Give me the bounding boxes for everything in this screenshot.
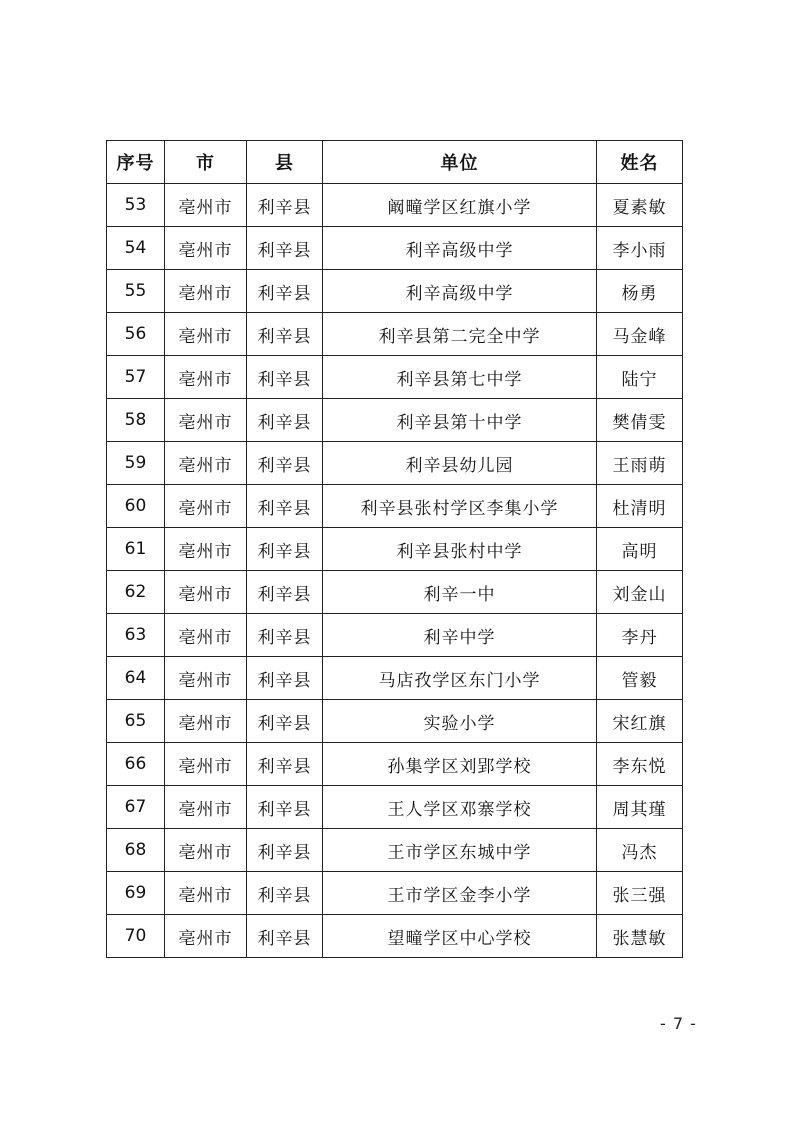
table-row bbox=[107, 700, 683, 743]
cell-city: 亳州市 bbox=[165, 485, 247, 528]
cell-num: 59 bbox=[107, 442, 165, 485]
table-row bbox=[107, 485, 683, 528]
cell-num: 54 bbox=[107, 227, 165, 270]
cell-city: 亳州市 bbox=[165, 528, 247, 571]
cell-unit: 利辛县第十中学 bbox=[323, 399, 597, 442]
cell-name: 李小雨 bbox=[597, 227, 683, 270]
cell-unit: 利辛县第二完全中学 bbox=[323, 313, 597, 356]
cell-unit: 利辛县幼儿园 bbox=[323, 442, 597, 485]
cell-county: 利辛县 bbox=[247, 442, 323, 485]
cell-county: 利辛县 bbox=[247, 872, 323, 915]
cell-city: 亳州市 bbox=[165, 184, 247, 227]
cell-unit: 利辛高级中学 bbox=[323, 227, 597, 270]
cell-city: 亳州市 bbox=[165, 872, 247, 915]
header-county: 县 bbox=[247, 141, 323, 184]
cell-unit: 望疃学区中心学校 bbox=[323, 915, 597, 958]
cell-unit: 实验小学 bbox=[323, 700, 597, 743]
table-row bbox=[107, 614, 683, 657]
cell-city: 亳州市 bbox=[165, 657, 247, 700]
cell-county: 利辛县 bbox=[247, 657, 323, 700]
header-name: 姓名 bbox=[597, 141, 683, 184]
cell-num: 60 bbox=[107, 485, 165, 528]
cell-name: 张三强 bbox=[597, 872, 683, 915]
cell-num: 64 bbox=[107, 657, 165, 700]
cell-num: 61 bbox=[107, 528, 165, 571]
cell-name: 高明 bbox=[597, 528, 683, 571]
cell-city: 亳州市 bbox=[165, 442, 247, 485]
table-row bbox=[107, 786, 683, 829]
table-body bbox=[107, 184, 683, 958]
cell-city: 亳州市 bbox=[165, 700, 247, 743]
cell-unit: 利辛高级中学 bbox=[323, 270, 597, 313]
cell-city: 亳州市 bbox=[165, 313, 247, 356]
header-city: 市 bbox=[165, 141, 247, 184]
cell-county: 利辛县 bbox=[247, 743, 323, 786]
cell-city: 亳州市 bbox=[165, 829, 247, 872]
cell-name: 杨勇 bbox=[597, 270, 683, 313]
cell-city: 亳州市 bbox=[165, 571, 247, 614]
cell-city: 亳州市 bbox=[165, 356, 247, 399]
cell-num: 56 bbox=[107, 313, 165, 356]
cell-county: 利辛县 bbox=[247, 700, 323, 743]
cell-num: 67 bbox=[107, 786, 165, 829]
cell-num: 58 bbox=[107, 399, 165, 442]
cell-num: 55 bbox=[107, 270, 165, 313]
cell-unit: 王人学区邓寨学校 bbox=[323, 786, 597, 829]
header-num: 序号 bbox=[107, 141, 165, 184]
cell-county: 利辛县 bbox=[247, 399, 323, 442]
table-row bbox=[107, 657, 683, 700]
cell-name: 冯杰 bbox=[597, 829, 683, 872]
cell-num: 57 bbox=[107, 356, 165, 399]
cell-name: 李丹 bbox=[597, 614, 683, 657]
cell-num: 53 bbox=[107, 184, 165, 227]
table-row bbox=[107, 442, 683, 485]
cell-unit: 阚疃学区红旗小学 bbox=[323, 184, 597, 227]
cell-county: 利辛县 bbox=[247, 528, 323, 571]
cell-num: 63 bbox=[107, 614, 165, 657]
table-header-row bbox=[107, 141, 683, 184]
table-row bbox=[107, 743, 683, 786]
cell-city: 亳州市 bbox=[165, 227, 247, 270]
cell-unit: 王市学区金李小学 bbox=[323, 872, 597, 915]
cell-county: 利辛县 bbox=[247, 184, 323, 227]
cell-name: 王雨萌 bbox=[597, 442, 683, 485]
cell-num: 65 bbox=[107, 700, 165, 743]
header-unit: 单位 bbox=[323, 141, 597, 184]
cell-name: 张慧敏 bbox=[597, 915, 683, 958]
table-row bbox=[107, 571, 683, 614]
cell-name: 陆宁 bbox=[597, 356, 683, 399]
cell-name: 李东悦 bbox=[597, 743, 683, 786]
cell-unit: 孙集学区刘郢学校 bbox=[323, 743, 597, 786]
cell-city: 亳州市 bbox=[165, 399, 247, 442]
cell-unit: 利辛县张村中学 bbox=[323, 528, 597, 571]
cell-unit: 王市学区东城中学 bbox=[323, 829, 597, 872]
table-row bbox=[107, 270, 683, 313]
cell-unit: 马店孜学区东门小学 bbox=[323, 657, 597, 700]
cell-county: 利辛县 bbox=[247, 786, 323, 829]
cell-county: 利辛县 bbox=[247, 313, 323, 356]
cell-num: 69 bbox=[107, 872, 165, 915]
cell-city: 亳州市 bbox=[165, 786, 247, 829]
cell-name: 周其瑾 bbox=[597, 786, 683, 829]
cell-county: 利辛县 bbox=[247, 614, 323, 657]
cell-county: 利辛县 bbox=[247, 829, 323, 872]
cell-name: 樊倩雯 bbox=[597, 399, 683, 442]
cell-name: 马金峰 bbox=[597, 313, 683, 356]
cell-county: 利辛县 bbox=[247, 356, 323, 399]
cell-name: 杜清明 bbox=[597, 485, 683, 528]
table-row bbox=[107, 399, 683, 442]
cell-city: 亳州市 bbox=[165, 614, 247, 657]
cell-county: 利辛县 bbox=[247, 485, 323, 528]
table-row bbox=[107, 313, 683, 356]
table-row bbox=[107, 872, 683, 915]
cell-city: 亳州市 bbox=[165, 915, 247, 958]
cell-county: 利辛县 bbox=[247, 270, 323, 313]
cell-county: 利辛县 bbox=[247, 227, 323, 270]
table-row bbox=[107, 356, 683, 399]
cell-county: 利辛县 bbox=[247, 571, 323, 614]
cell-num: 62 bbox=[107, 571, 165, 614]
cell-unit: 利辛中学 bbox=[323, 614, 597, 657]
cell-name: 刘金山 bbox=[597, 571, 683, 614]
cell-unit: 利辛一中 bbox=[323, 571, 597, 614]
cell-num: 70 bbox=[107, 915, 165, 958]
cell-name: 宋红旗 bbox=[597, 700, 683, 743]
table-row bbox=[107, 915, 683, 958]
table-row bbox=[107, 528, 683, 571]
cell-city: 亳州市 bbox=[165, 743, 247, 786]
table-row bbox=[107, 829, 683, 872]
cell-unit: 利辛县张村学区李集小学 bbox=[323, 485, 597, 528]
cell-num: 68 bbox=[107, 829, 165, 872]
cell-county: 利辛县 bbox=[247, 915, 323, 958]
page-number: - 7 - bbox=[660, 1014, 697, 1033]
table-row bbox=[107, 227, 683, 270]
cell-unit: 利辛县第七中学 bbox=[323, 356, 597, 399]
table-row bbox=[107, 184, 683, 227]
cell-name: 管毅 bbox=[597, 657, 683, 700]
cell-num: 66 bbox=[107, 743, 165, 786]
roster-table bbox=[106, 140, 683, 958]
cell-city: 亳州市 bbox=[165, 270, 247, 313]
cell-name: 夏素敏 bbox=[597, 184, 683, 227]
